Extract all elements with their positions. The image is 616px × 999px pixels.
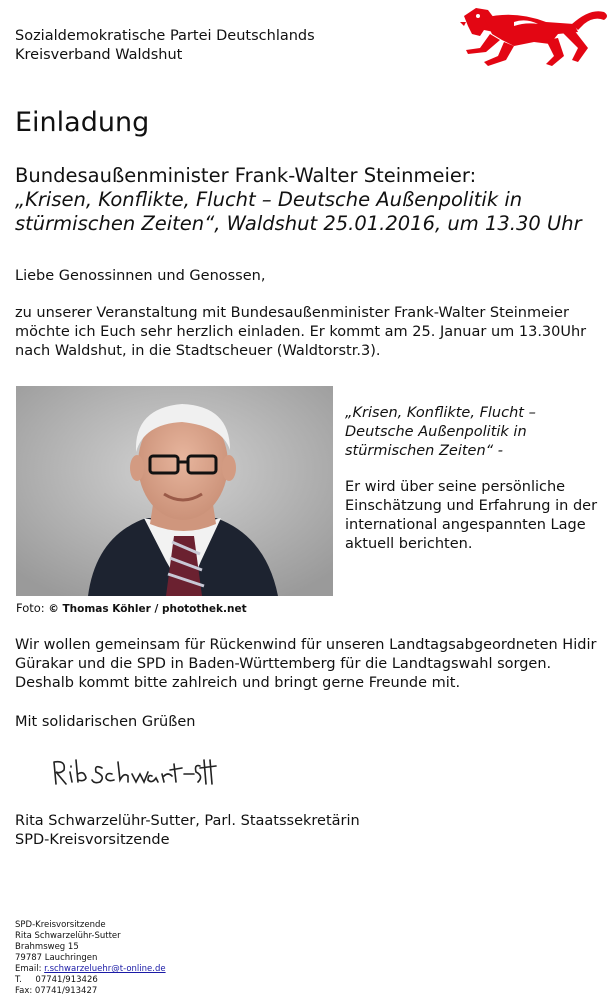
signer-block (15, 812, 360, 850)
org-name: Sozialdemokratische Partei Deutschlands (15, 28, 315, 44)
body-paragraph: Wir wollen gemeinsam für Rückenwind für unseren Landtagsabgeordneten Hidir Gürakar und die SPD in Baden-Württemberg für die Landtagswahl sorgen. Deshalb kommt bitte zahlreich und bringt gerne Freunde mit. (15, 637, 597, 691)
footer-street: Brahmsweg 15 (15, 942, 79, 952)
footer-contact (15, 920, 166, 997)
signer-role: SPD-Kreisvorsitzende (15, 832, 170, 848)
headline-subtitle: „Krisen, Konflikte, Flucht – Deutsche Außenpolitik in stürmischen Zeiten“, Waldshut 25.01.2016, um 13.30 Uhr (15, 188, 582, 235)
phone-label: T. (15, 975, 22, 985)
greeting: Liebe Genossinnen und Genossen, (15, 268, 266, 284)
page-title: Einladung (15, 107, 150, 138)
lion-icon (454, 4, 610, 70)
email-link[interactable]: r.schwarzeluehr@t-online.de (44, 964, 166, 974)
fax-label: Fax: (15, 986, 33, 996)
closing-greeting: Mit solidarischen Grüßen (15, 714, 196, 730)
photo-caption (16, 601, 247, 616)
org-district: Kreisverband Waldshut (15, 47, 183, 63)
signer-name-title: Rita Schwarzelühr-Sutter, Parl. Staatssekretärin (15, 813, 360, 829)
footer-email-line (15, 964, 166, 975)
fax-number: 07741/913427 (34, 986, 98, 996)
footer-phone-line (15, 975, 166, 986)
headline-speaker: Bundesaußenminister Frank-Walter Steinmeier: (15, 164, 477, 187)
email-label: Email: (15, 964, 42, 974)
caption-credit: © Thomas Köhler / photothek.net (48, 603, 247, 615)
quote-text: Er wird über seine persönliche Einschätzung und Erfahrung in der international angespannten Lage aktuell berichten. (345, 479, 598, 552)
event-headline (15, 164, 605, 236)
intro-paragraph: zu unserer Veranstaltung mit Bundesaußenminister Frank-Walter Steinmeier möchte ich Euch sehr herzlich einladen. Er kommt am 25. Januar um 13.30Uhr nach Waldshut, in die Stadtscheuer (Waldtorstr.3). (15, 305, 587, 359)
phone-number: 07741/913426 (35, 975, 98, 985)
organization-header (15, 27, 315, 65)
quote-title: „Krisen, Konflikte, Flucht – Deutsche Außenpolitik in stürmischen Zeiten“ - (345, 405, 536, 459)
footer-role: SPD-Kreisvorsitzende (15, 920, 106, 930)
quote-box (345, 404, 605, 554)
handwritten-signature (48, 750, 218, 795)
footer-fax-line (15, 986, 166, 997)
caption-label: Foto: (16, 601, 45, 615)
portrait-photo (16, 386, 333, 596)
footer-city: 79787 Lauchringen (15, 953, 98, 963)
footer-name: Rita Schwarzelühr-Sutter (15, 931, 121, 941)
